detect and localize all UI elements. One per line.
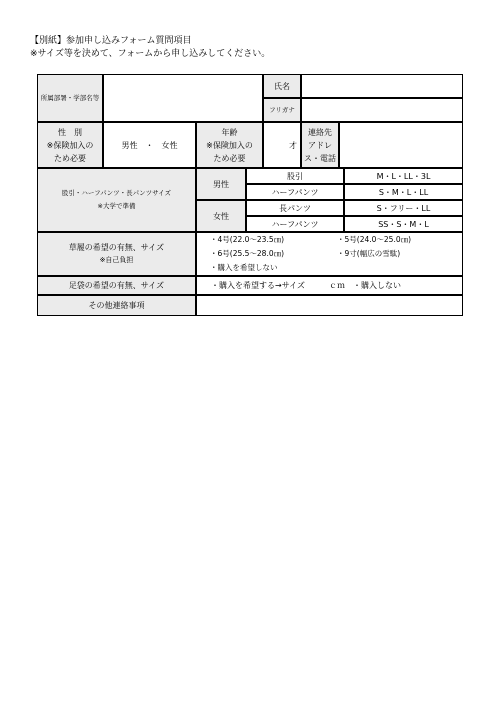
- age-sub1: ※保険加入の: [206, 140, 253, 150]
- pants-size-options[interactable]: S・フリー・LL: [344, 200, 463, 216]
- age-unit: 才: [289, 140, 297, 150]
- pants-size-label: [37, 168, 196, 232]
- sandals-option[interactable]: ・購入を希望しない: [210, 263, 278, 272]
- affiliation-label: 所属部署・学部名等: [37, 74, 103, 122]
- pants-label: 股引・ハーフパンツ・長パンツサイズ: [61, 189, 172, 197]
- sandals-label: [37, 232, 196, 276]
- tabi-options[interactable]: ・購入を希望する→サイズ ｃｍ ・購入しない: [196, 276, 463, 295]
- age-field[interactable]: [263, 122, 301, 168]
- pants-size-options[interactable]: M・L・LL・3L: [344, 168, 463, 184]
- other-notes-field[interactable]: [196, 295, 463, 316]
- furigana-label: フリガナ: [263, 98, 301, 122]
- pants-size-options[interactable]: S・M・L・LL: [344, 184, 463, 200]
- pants-type-cell: 長パンツ: [246, 200, 344, 216]
- sandals-option[interactable]: ・9寸(幅広の雪駄): [337, 249, 401, 258]
- age-sub2: ため必要: [213, 153, 246, 163]
- age-label: [196, 122, 263, 168]
- other-notes-label: その他連絡事項: [37, 295, 196, 316]
- female-label: 女性: [196, 200, 246, 232]
- gender-sub1: ※保険加入の: [46, 140, 94, 150]
- contact-line2: アドレ: [308, 140, 332, 150]
- contact-field[interactable]: [339, 122, 463, 168]
- male-label: 男性: [196, 168, 246, 200]
- sandals-title: 草履の希望の有無、サイズ: [68, 243, 165, 252]
- instruction-note: ※サイズ等を決めて、フォームから申し込みしてください。: [30, 49, 271, 59]
- name-label: 氏名: [263, 74, 301, 98]
- gender-sub2: ため必要: [54, 153, 86, 163]
- furigana-field[interactable]: [301, 98, 463, 122]
- age-title: 年齢: [221, 127, 238, 137]
- gender-title: 性 別: [58, 127, 82, 137]
- page-title: 【別紙】参加申し込みフォーム質問項目: [30, 36, 192, 46]
- contact-line3: ス・電話: [304, 153, 336, 163]
- affiliation-field[interactable]: [103, 74, 263, 122]
- gender-label: [37, 122, 103, 168]
- gender-options[interactable]: 男性 ・ 女性: [103, 122, 196, 168]
- contact-line1: 連絡先: [308, 127, 332, 137]
- contact-label: [301, 122, 339, 168]
- sandals-option[interactable]: ・6号(25.5～28.0㎝): [210, 249, 285, 258]
- pants-type-cell: ハーフパンツ: [246, 216, 344, 232]
- name-field[interactable]: [301, 74, 463, 98]
- tabi-label: 足袋の希望の有無、サイズ: [37, 276, 196, 295]
- sandals-note: ※自己負担: [99, 256, 134, 264]
- pants-type-cell: 股引: [246, 168, 344, 184]
- pants-note: ※大学で準備: [97, 202, 136, 210]
- pants-size-options[interactable]: SS・S・M・L: [344, 216, 463, 232]
- sandals-option[interactable]: ・5号(24.0～25.0㎝): [337, 235, 412, 244]
- sandals-option[interactable]: ・4号(22.0～23.5㎝): [210, 235, 285, 244]
- application-form-table: [37, 74, 463, 316]
- pants-type-cell: ハーフパンツ: [246, 184, 344, 200]
